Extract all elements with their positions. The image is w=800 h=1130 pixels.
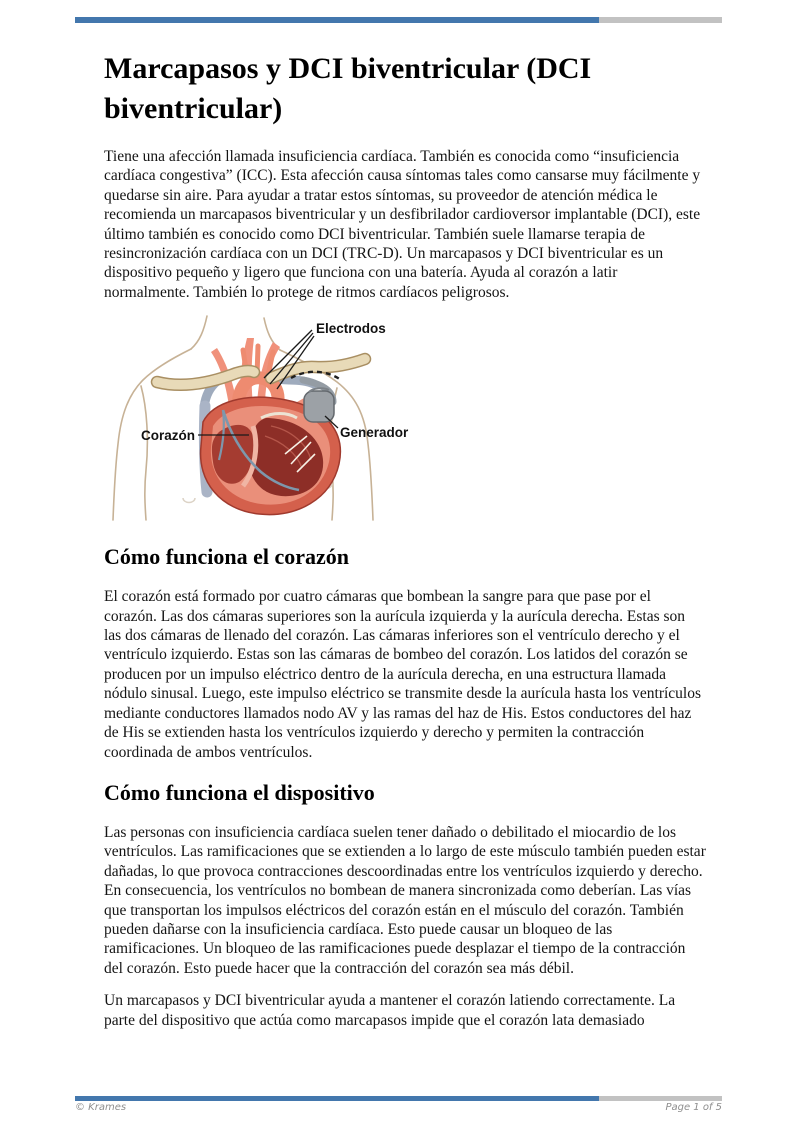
- bottom-divider-gray-segment: [599, 1096, 722, 1101]
- generator-device: [304, 389, 334, 423]
- anatomy-illustration: [101, 314, 437, 522]
- intro-paragraph: Tiene una afección llamada insuficiencia cardíaca. También es conocida como “insuficiencia cardíaca congestiva” (ICC). Esta afección causa síntomas tales como cansarse muy fácilmente y quedarse sin aire. Para ayudar a tratar estos síntomas, su proveedor de atención médica le recomienda un marcapasos biventricular y un desfibrilador cardioversor implantable (DCI), este último también es conocido como DCI biventricular. También suele llamarse terapia de resincronización cardíaca con un DCI (TRC-D). Un marcapasos y DCI biventricular es un dispositivo pequeño y ligero que funciona con una batería. Ayuda al corazón a latir normalmente. También lo protege de ritmos cardíacos peligrosos.: [104, 148, 701, 301]
- electrodes-label: Electrodos: [316, 321, 386, 337]
- heart-pacemaker-diagram: [101, 314, 437, 522]
- heart-label: Corazón: [141, 428, 195, 444]
- heart-section-paragraph: El corazón está formado por cuatro cámaras que bombean la sangre para que pase por el corazón. Las dos cámaras superiores son la aurícula izquierda y la aurícula derecha. Estas son las dos cámaras de llenado del corazón. Las cámaras inferiores son el ventrículo derecho y el ventrículo izquierdo. Estas son las cámaras de bombeo del corazón. Los latidos del corazón se producen por un impulso eléctrico dentro de la aurícula derecha, en una estructura llamada nódulo sinusal. Luego, este impulso eléctrico se transmite desde la aurícula hasta los ventrículos mediante conductores llamados nodo AV y las ramas del haz de His. Estos conductores del haz de His se extienden hasta los ventrículos izquierdo y derecho y permiten la contracción coordinada de ambos ventrículos.: [104, 588, 702, 761]
- device-section-paragraph-2: Un marcapasos y DCI biventricular ayuda a mantener el corazón latiendo correctamente. La parte del dispositivo que actúa como marcapasos impide que el corazón lata demasiado: [104, 992, 676, 1029]
- page-title: Marcapasos y DCI biventricular (DCI biventricular): [104, 52, 592, 125]
- document-body: [104, 0, 706, 1030]
- device-section-paragraph: Las personas con insuficiencia cardíaca suelen tener dañado o debilitado el miocardio de los ventrículos. Las ramificaciones que se extienden a lo largo de este músculo también pueden estar dañadas, lo que provoca contracciones descoordinadas entre los ventrículos izquierdo y derecho. En consecuencia, los ventrículos no bombean de manera sincronizada como deberían. Las vías que transportan los impulsos eléctricos del corazón están en el músculo del corazón. También pueden dañarse con la insuficiencia cardíaca. Esto puede causar un bloqueo de las ramificaciones. Un bloqueo de las ramificaciones puede desplazar el tiempo de la contracción del corazón. Esto puede hacer que la contracción del corazón sea más débil.: [104, 823, 706, 977]
- section-heading-how-device-works: Cómo funciona el dispositivo: [104, 779, 375, 805]
- bottom-divider-rule: [75, 1096, 722, 1101]
- bottom-divider-blue-segment: [75, 1096, 599, 1101]
- section-heading-how-heart-works: Cómo funciona el corazón: [104, 544, 350, 570]
- page-number: Page 1 of 5: [665, 1102, 722, 1113]
- generator-label: Generador: [340, 425, 409, 441]
- page-footer: [75, 1102, 722, 1113]
- copyright-text: © Krames: [75, 1102, 127, 1113]
